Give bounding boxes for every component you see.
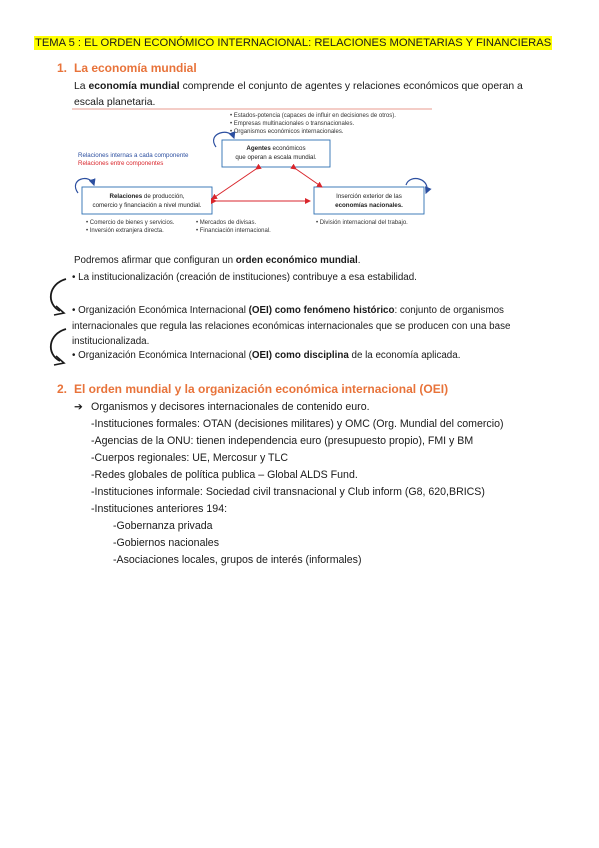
orden-paragraph: Podremos afirmar que configuran un orden económico mundial. — [74, 255, 361, 266]
list-item: -Instituciones formales: OTAN (decisiones militares) y OMC (Org. Mundial del comercio) — [91, 418, 504, 430]
bottom-left-bullet: • Comercio de bienes y servicios. — [86, 220, 175, 226]
bullet-institucionalizacion: • La institucionalización (creación de instituciones) contribuye a esa estabilidad. — [72, 272, 417, 283]
intro-paragraph: La economía mundial comprende el conjunto de agentes y relaciones económicos que operan a — [74, 81, 523, 92]
bullet-oei-historico: • Organización Económica Internacional (OEI) como fenómeno histórico: conjunto de organismos — [72, 305, 504, 316]
list-item: -Instituciones anteriores 194: — [91, 503, 228, 515]
diagram-top-bullet: • Estados-potencia (capaces de influir en decisiones de otros). — [230, 113, 396, 119]
margin-curved-arrows — [42, 276, 72, 366]
list-item: -Redes globales de política publica – Global ALDS Fund. — [91, 469, 358, 481]
page-title: TEMA 5 : EL ORDEN ECONÓMICO INTERNACIONAL: RELACIONES MONETARIAS Y FINANCIERAS — [35, 37, 552, 49]
legend-internal-relations: Relaciones internas a cada componente — [78, 152, 189, 159]
legend-between-relations: Relaciones entre componentes — [78, 160, 164, 167]
section-2-number: 2. — [57, 382, 68, 396]
bullet-oei-historico-line2: internacionales que regula las relaciones económicas internacionales que se producen con una base — [72, 321, 511, 332]
sub-list-item: -Gobernanza privada — [113, 520, 213, 532]
arrow-icon: ➔ — [74, 401, 83, 413]
economia-mundial-diagram — [70, 107, 440, 247]
sub-list-item: -Asociaciones locales, grupos de interés (informales) — [113, 554, 362, 566]
bullet-oei-disciplina: • Organización Económica Internacional (OEI) como disciplina de la economía aplicada. — [72, 350, 461, 361]
bottom-mid-bullet: • Financiación internacional. — [196, 228, 271, 234]
curved-arrow-2 — [51, 329, 66, 361]
section-2-heading: El orden mundial y la organización económica internacional (OEI) — [74, 382, 449, 396]
curved-arrow-1 — [51, 279, 66, 311]
insercion-box — [314, 187, 424, 214]
bullet-oei-historico-line3: institucionalizada. — [72, 336, 150, 347]
bottom-mid-bullet: • Mercados de divisas. — [196, 220, 257, 226]
relaciones-label-line2: comercio y financiación a nivel mundial. — [92, 202, 202, 209]
insercion-label: Inserción exterior de las — [336, 193, 402, 200]
red-arrow-agentes-insercion — [296, 169, 322, 187]
section-1-number: 1. — [57, 61, 68, 75]
insercion-label-bold: economías nacionales. — [335, 202, 403, 209]
agentes-label: Agentes económicos — [246, 145, 306, 152]
intro-paragraph-line2: escala planetaria. — [74, 97, 156, 108]
sub-list-item: -Gobiernos nacionales — [113, 537, 219, 549]
red-arrow-agentes-relaciones — [212, 169, 256, 199]
bottom-right-bullet: • División internacional del trabajo. — [316, 220, 408, 226]
diagram-top-bullet: • Organismos económicos internacionales. — [230, 129, 344, 135]
list-item: -Agencias de la ONU: tienen independencia euro (presupuesto propio), FMI y BM — [91, 435, 474, 447]
section-2-lead: Organismos y decisores internacionales de contenido euro. — [91, 401, 370, 413]
diagram-top-bullet: • Empresas multinacionales o transnacionales. — [230, 121, 355, 127]
agentes-label-line2: que operan a escala mundial. — [235, 154, 317, 161]
relaciones-box — [82, 187, 212, 214]
section-1-heading: La economía mundial — [74, 61, 197, 75]
relaciones-label: Relaciones de producción, — [109, 193, 185, 200]
list-item: -Cuerpos regionales: UE, Mercosur y TLC — [91, 452, 289, 464]
list-item: -Instituciones informale: Sociedad civil transnacional y Club inform (G8, 620,BRICS) — [91, 486, 485, 498]
bottom-left-bullet: • Inversión extranjera directa. — [86, 228, 164, 234]
